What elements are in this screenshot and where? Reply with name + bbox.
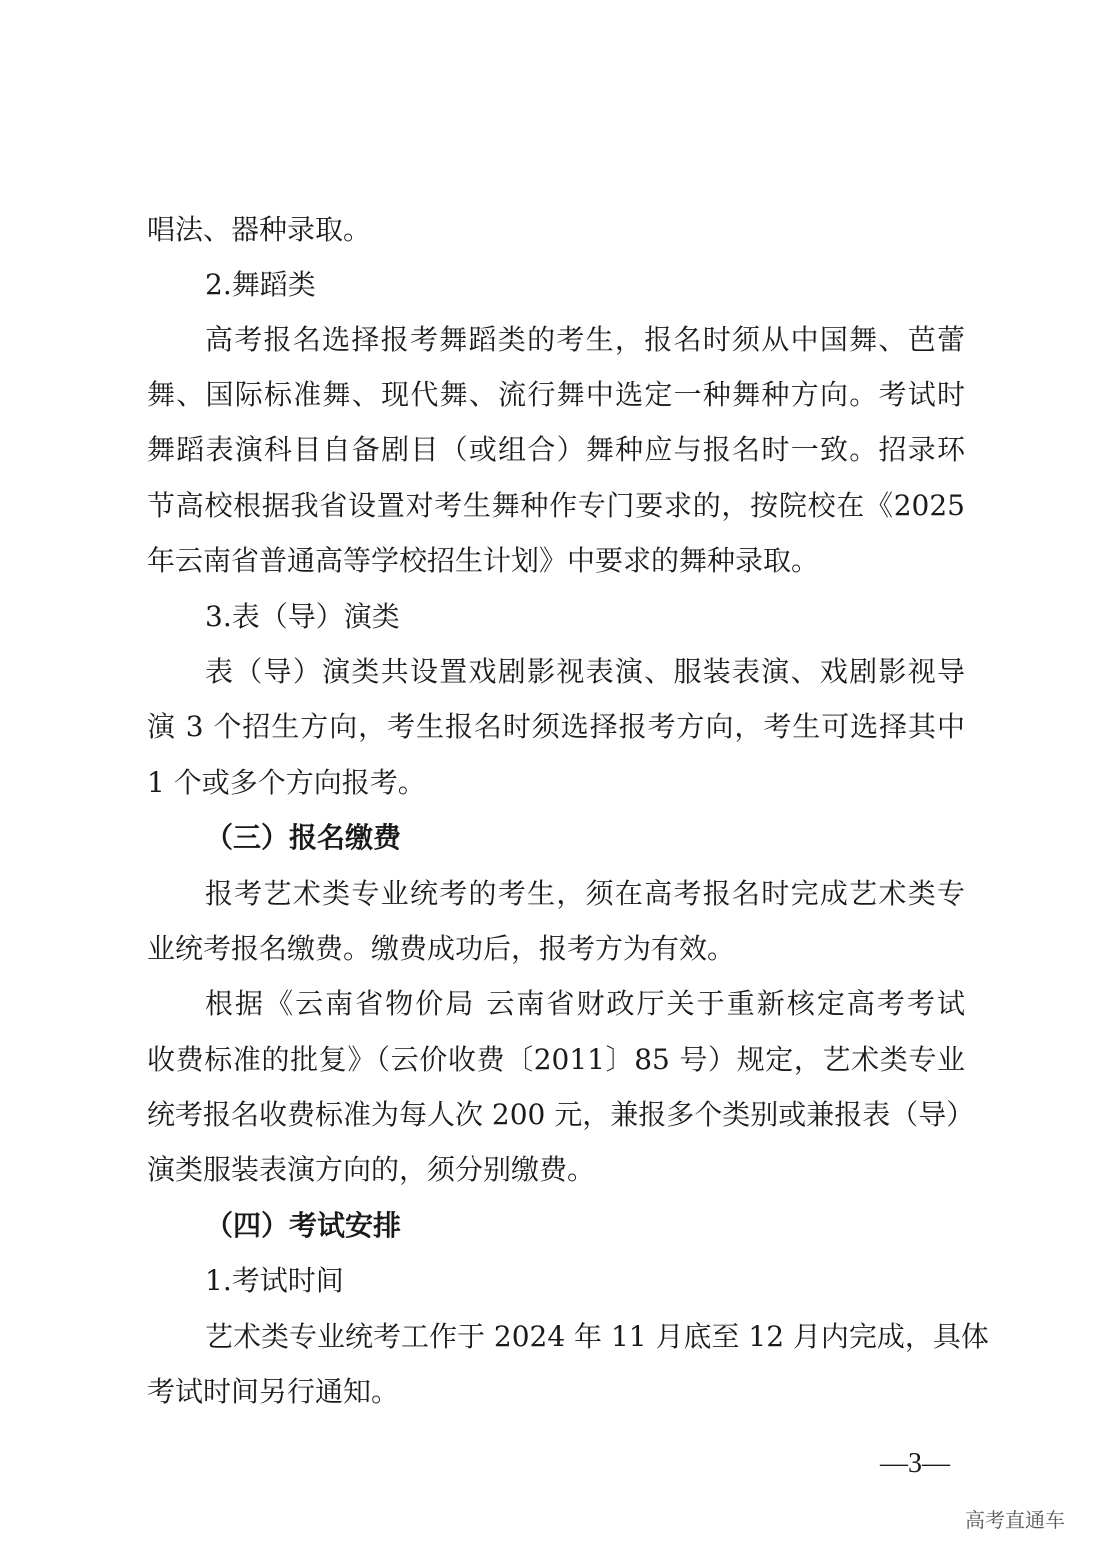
paragraph-line: 1 个或多个方向报考。	[147, 766, 426, 799]
paragraph-line: 表（导）演类共设置戏剧影视表演、服装表演、戏剧影视导	[205, 655, 965, 688]
subsection-heading: 1.考试时间	[205, 1264, 344, 1297]
paragraph-line: 舞、国际标准舞、现代舞、流行舞中选定一种舞种方向。考试时	[147, 378, 965, 411]
subsection-heading: 2.舞蹈类	[205, 268, 316, 301]
paragraph-line: 唱法、器种录取。	[147, 213, 372, 246]
section-heading: （三）报名缴费	[205, 821, 402, 854]
paragraph-line: 舞蹈表演科目自备剧目（或组合）舞种应与报名时一致。招录环	[147, 433, 965, 466]
paragraph-line: 演 3 个招生方向，考生报名时须选择报考方向，考生可选择其中	[147, 710, 965, 743]
subsection-heading: 3.表（导）演类	[205, 600, 400, 633]
paragraph-line: 艺术类专业统考工作于 2024 年 11 月底至 12 月内完成，具体	[205, 1320, 989, 1353]
paragraph-line: 统考报名收费标准为每人次 200 元，兼报多个类别或兼报表（导）	[147, 1098, 975, 1131]
paragraph-line: 考试时间另行通知。	[147, 1375, 400, 1408]
page-number: —3—	[880, 1448, 950, 1479]
section-heading: （四）考试安排	[205, 1209, 402, 1242]
paragraph-line: 报考艺术类专业统考的考生，须在高考报名时完成艺术类专	[205, 877, 965, 910]
paragraph-line: 根据《云南省物价局 云南省财政厅关于重新核定高考考试	[205, 987, 965, 1020]
paragraph-line: 演类服装表演方向的，须分别缴费。	[147, 1153, 596, 1186]
paragraph-line: 节高校根据我省设置对考生舞种作专门要求的，按院校在《2025	[147, 489, 965, 522]
watermark-label: 高考直通车	[965, 1508, 1065, 1532]
paragraph-line: 业统考报名缴费。缴费成功后，报考方为有效。	[147, 932, 736, 965]
paragraph-line: 年云南省普通高等学校招生计划》中要求的舞种录取。	[147, 544, 820, 577]
paragraph-line: 高考报名选择报考舞蹈类的考生，报名时须从中国舞、芭蕾	[205, 323, 965, 356]
paragraph-line: 收费标准的批复》（云价收费〔2011〕85 号）规定，艺术类专业	[147, 1043, 965, 1076]
